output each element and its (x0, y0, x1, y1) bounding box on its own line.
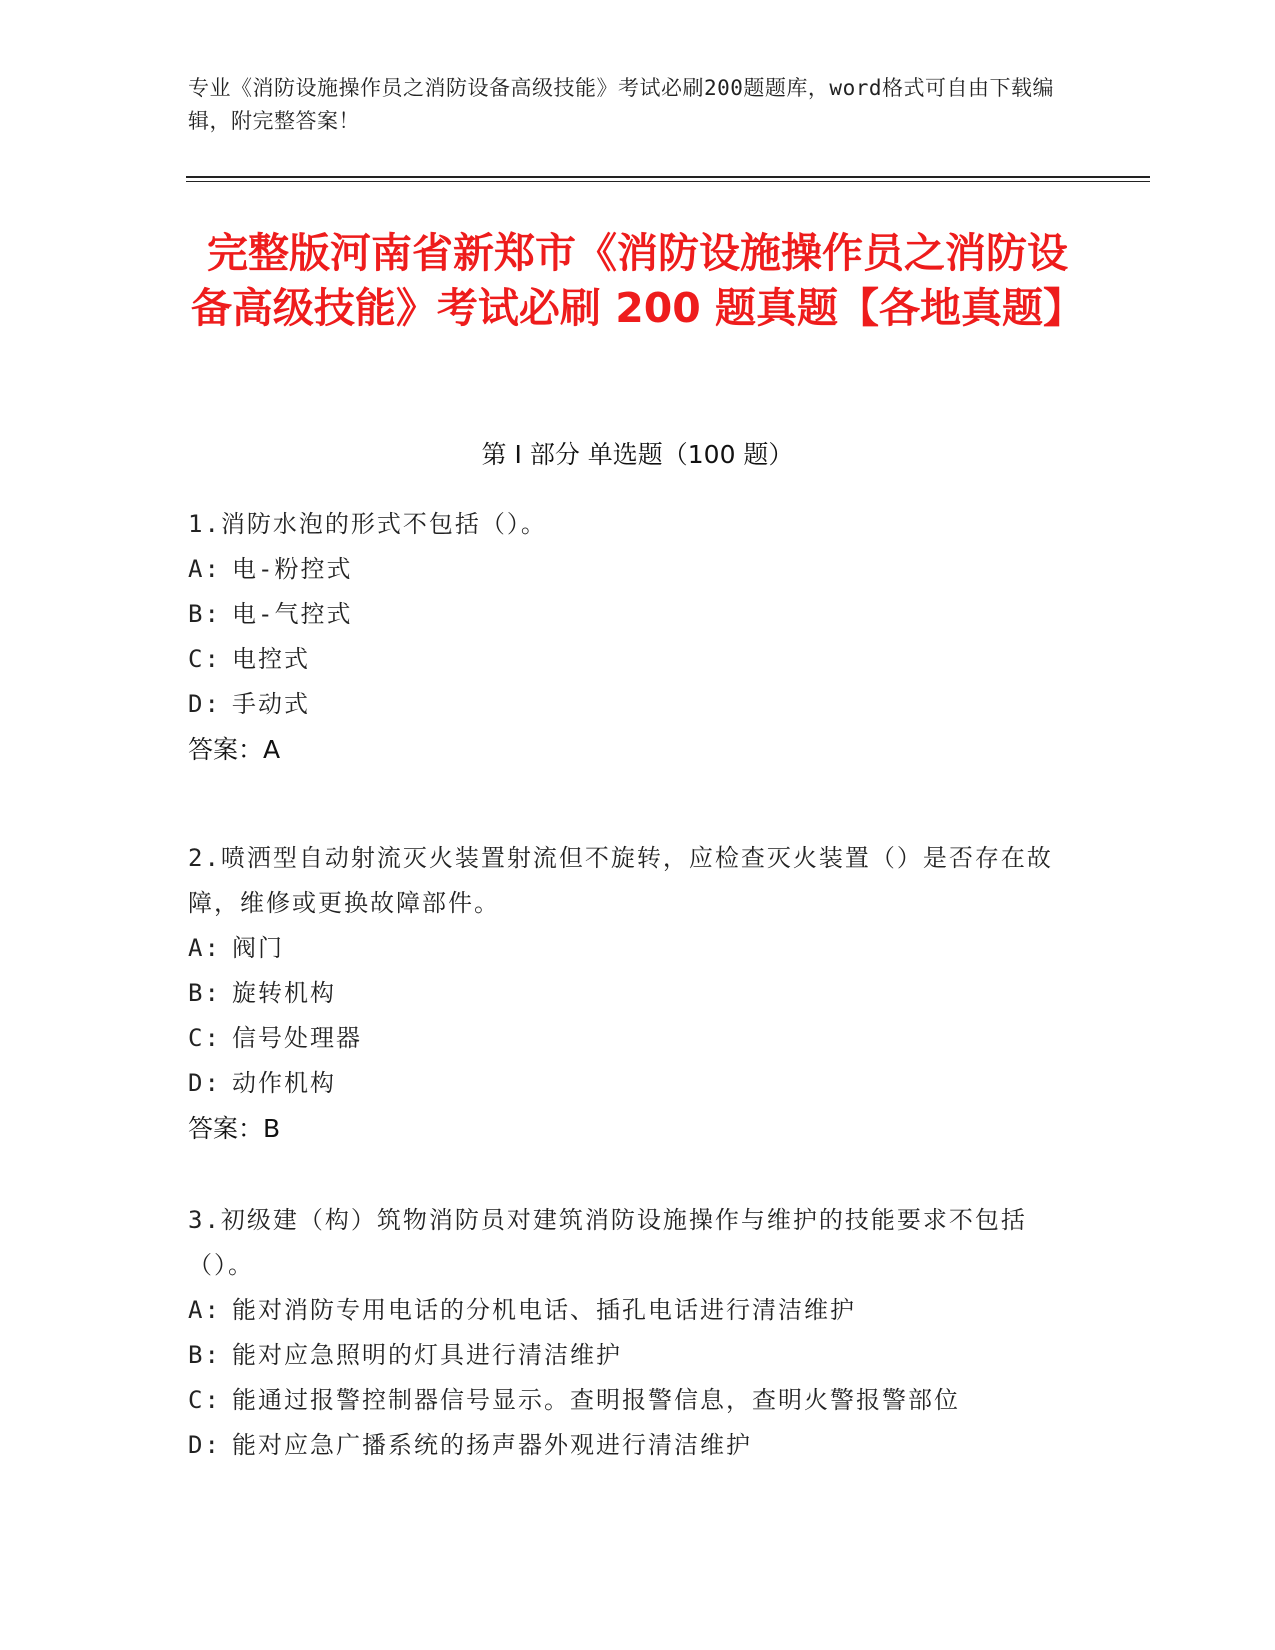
option-text: 能对应急广播系统的扬声器外观进行清洁维护 (232, 1431, 752, 1459)
option-key: C: (188, 1386, 221, 1414)
option-key: B: (188, 979, 221, 1007)
option-c (188, 1016, 1068, 1061)
option-d (188, 682, 1068, 727)
option-key: D: (188, 1431, 221, 1459)
option-text: 电控式 (232, 645, 310, 673)
option-text: 能对应急照明的灯具进行清洁维护 (232, 1341, 622, 1369)
question-stem: 2.喷洒型自动射流灭火装置射流但不旋转，应检查灭火装置（）是否存在故障，维修或更换故障部件。 (188, 844, 1053, 917)
option-a (188, 926, 1068, 971)
option-b (188, 1333, 1068, 1378)
question-3 (188, 1198, 1068, 1468)
option-text: 电-气控式 (232, 600, 353, 628)
option-b (188, 971, 1068, 1016)
question-stem: 3.初级建（构）筑物消防员对建筑消防设施操作与维护的技能要求不包括（）。 (188, 1206, 1027, 1279)
option-key: D: (188, 690, 221, 718)
option-key: C: (188, 1024, 221, 1052)
question-2 (188, 836, 1068, 1151)
option-c (188, 637, 1068, 682)
option-a (188, 547, 1068, 592)
option-text: 能通过报警控制器信号显示。查明报警信息，查明火警报警部位 (232, 1386, 960, 1414)
header-divider-thin (186, 181, 1150, 182)
header-divider (186, 176, 1150, 178)
option-b (188, 592, 1068, 637)
answer: 答案：A (188, 735, 281, 764)
option-d (188, 1061, 1068, 1106)
option-d (188, 1423, 1068, 1468)
option-text: 阀门 (232, 934, 284, 962)
option-key: A: (188, 555, 221, 583)
option-key: C: (188, 645, 221, 673)
header-note: 专业《消防设施操作员之消防设备高级技能》考试必刷200题题库，word格式可自由下载编辑，附完整答案！ (188, 76, 1054, 133)
option-text: 动作机构 (232, 1069, 336, 1097)
option-text: 电-粉控式 (232, 555, 353, 583)
question-1 (188, 502, 1068, 772)
option-key: D: (188, 1069, 221, 1097)
question-stem: 1.消防水泡的形式不包括（）。 (188, 510, 547, 538)
option-c (188, 1378, 1068, 1423)
section-heading: 第 I 部分 单选题（100 题） (481, 440, 794, 469)
answer: 答案：B (188, 1114, 281, 1143)
document-title: 完整版河南省新郑市《消防设施操作员之消防设备高级技能》考试必刷 200 题真题【各地真题】 (190, 229, 1085, 332)
option-a (188, 1288, 1068, 1333)
option-key: B: (188, 1341, 221, 1369)
option-key: B: (188, 600, 221, 628)
option-text: 信号处理器 (232, 1024, 362, 1052)
option-key: A: (188, 934, 221, 962)
option-text: 能对消防专用电话的分机电话、插孔电话进行清洁维护 (232, 1296, 856, 1324)
option-text: 手动式 (232, 690, 310, 718)
option-text: 旋转机构 (232, 979, 336, 1007)
option-key: A: (188, 1296, 221, 1324)
